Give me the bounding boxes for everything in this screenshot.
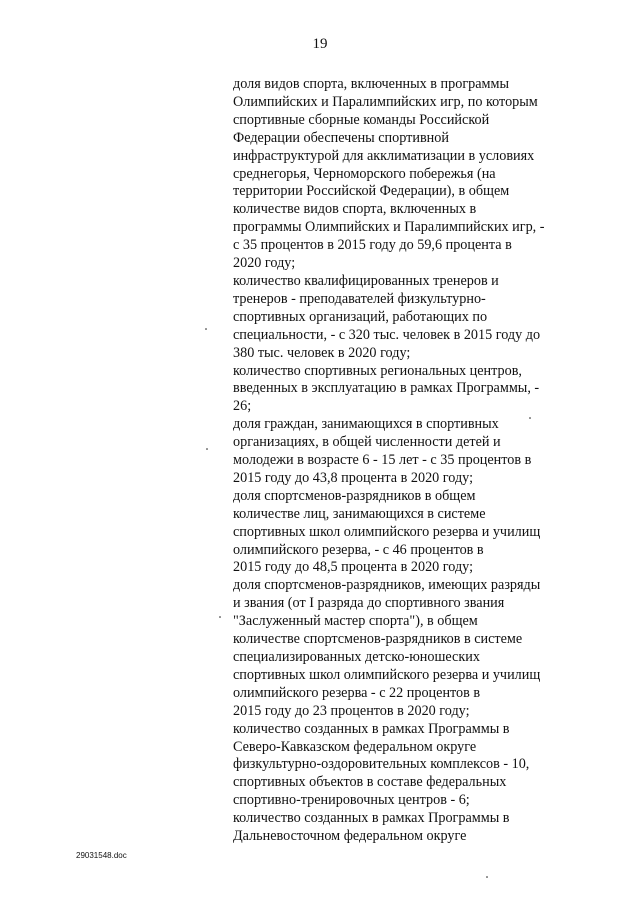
text-line: количестве видов спорта, включенных в [233,201,477,218]
scan-speck [529,417,531,419]
text-line: спортивных объектов в составе федеральных [233,774,507,791]
text-line: спортивных организаций, работающих по [233,308,488,325]
text-line: доля граждан, занимающихся в спортивных [233,416,499,433]
text-line: физкультурно-оздоровительных комплексов - 10, [233,756,530,773]
text-line: доля спортсменов-разрядников в общем [233,487,476,504]
text-line: олимпийского резерва, - с 46 процентов в [233,541,484,558]
text-line: олимпийского резерва - с 22 процентов в [233,684,481,701]
text-line: территории Российской Федерации), в общем [233,183,510,200]
text-line: 2015 году до 48,5 процента в 2020 году; [233,559,474,576]
text-line: тренеров - преподавателей физкультурно- [233,290,486,307]
text-line: 2015 году до 23 процентов в 2020 году; [233,702,470,719]
text-line: доля видов спорта, включенных в программы [233,76,510,92]
file-reference: 29031548.doc [76,851,127,860]
text-line: "Заслуженный мастер спорта"), в общем [233,613,478,630]
text-line: 380 тыс. человек в 2020 году; [233,344,411,361]
text-line: Северо-Кавказском федеральном округе [233,738,477,755]
text-line: количестве лиц, занимающихся в системе [233,505,486,522]
text-line: спортивных школ олимпийского резерва и училищ [233,523,541,540]
text-line: организациях, в общей численности детей и [233,434,501,451]
text-line: с 35 процентов в 2015 году до 59,6 процента в [233,237,512,254]
text-line: Федерации обеспечены спортивной [233,129,449,146]
text-line: количестве спортсменов-разрядников в системе [233,631,523,648]
text-line: количество созданных в рамках Программы в [233,810,510,827]
text-line: 2015 году до 43,8 процента в 2020 году; [233,469,474,486]
page-number: 19 [312,36,328,52]
text-line: специализированных детско-юношеских [233,649,480,665]
text-line: спортивные сборные команды Российской [233,111,490,128]
text-line: доля спортсменов-разрядников, имеющих разряды [233,577,541,594]
scan-speck [205,328,207,330]
text-line: инфраструктурой для акклиматизации в условиях [233,147,535,164]
text-line: программы Олимпийских и Паралимпийских игр, - [233,219,545,236]
scan-speck [219,616,221,618]
text-line: количество квалифицированных тренеров и [233,272,499,289]
text-line: Дальневосточном федеральном округе [233,828,467,845]
text-line: введенных в эксплуатацию в рамках Программы, - [233,380,540,397]
text-line: спортивно-тренировочных центров - 6; [233,792,470,809]
text-line: специальности, - с 320 тыс. человек в 2015 году до [233,326,541,343]
text-line: 2020 году; [233,255,296,272]
scan-speck [206,448,208,450]
text-line: молодежи в возрасте 6 - 15 лет - с 35 процентов в [233,452,532,469]
text-line: спортивных школ олимпийского резерва и училищ [233,666,541,683]
text-line: среднегорья, Черноморского побережья (на [233,165,496,182]
text-line: 26; [233,398,252,415]
scan-speck [486,876,488,878]
text-line: количество спортивных региональных центров, [233,362,522,379]
document-body [233,76,565,846]
text-line: и звания (от I разряда до спортивного звания [233,595,505,612]
text-line: Олимпийских и Паралимпийских игр, по которым [233,93,538,110]
text-line: количество созданных в рамках Программы в [233,720,510,737]
